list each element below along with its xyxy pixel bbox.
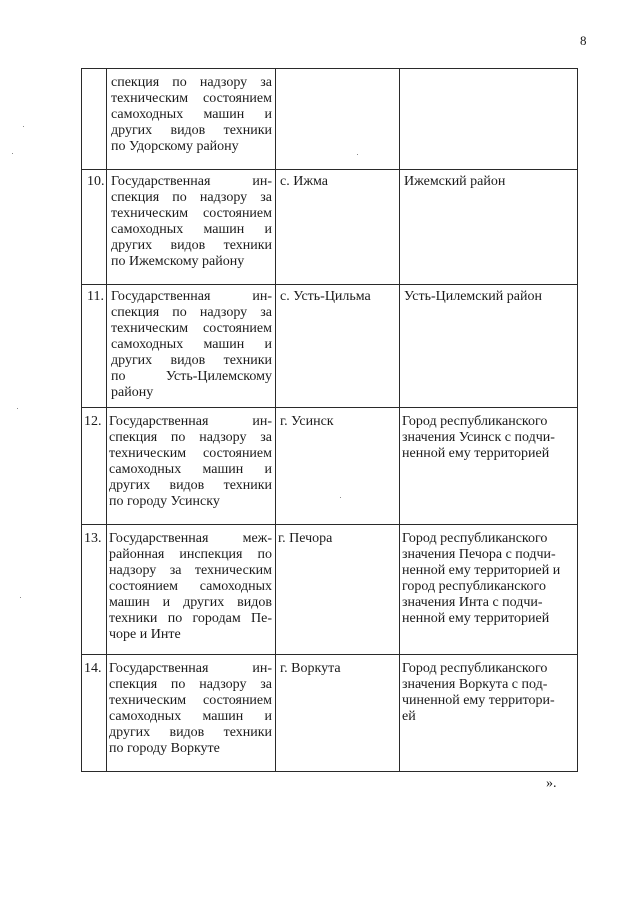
table-row-13-number: 13. xyxy=(84,531,102,546)
page-number: 8 xyxy=(580,33,587,48)
table-row-14-number: 14. xyxy=(84,661,102,676)
table-row-13-name: Государственная меж- районная инспекция по надзору за техническим состоянием самоходных машин и других видов техники по городам Пе- чоре и Инте xyxy=(109,531,272,642)
table-row-10-territory: Ижемский район xyxy=(404,174,506,189)
table-row-11-territory: Усть-Цилемский район xyxy=(404,289,542,304)
table-row-12-name: Государственная ин- спекция по надзору за техническим состоянием самоходных машин и других видов техники по городу Усинску xyxy=(109,414,272,509)
table-row-13-territory: Город республиканского значения Печора с подчи- ненной ему территорией и город республиканского значения Инта с подчи- ненной ему территорией xyxy=(402,531,561,626)
table-row-10-number: 10. xyxy=(87,174,105,189)
scan-speck xyxy=(12,153,13,154)
table-row-11-location: с. Усть-Цильма xyxy=(280,289,371,304)
table-row-12-number: 12. xyxy=(84,414,102,429)
table-row-14-location: г. Воркута xyxy=(280,661,341,676)
scan-speck xyxy=(340,497,341,498)
table-row-12-location: г. Усинск xyxy=(280,414,334,429)
table-row-11-number: 11. xyxy=(87,289,104,304)
table-row-10-name: Государственная ин- спекция по надзору за техническим состоянием самоходных машин и других видов техники по Ижемскому району xyxy=(111,174,272,269)
scan-speck xyxy=(357,154,358,155)
table-row-12-territory: Город республиканского значения Усинск с подчи- ненной ему территорией xyxy=(402,414,555,461)
table-row-14-name: Государственная ин- спекция по надзору за техническим состоянием самоходных машин и других видов техники по городу Воркуте xyxy=(109,661,272,756)
table-row-0-name: спекция по надзору за техническим состоянием самоходных машин и других видов техники по Удорскому району xyxy=(111,75,272,154)
table-row-10-location: с. Ижма xyxy=(280,174,328,189)
table-row-13-location: г. Печора xyxy=(278,531,333,546)
closing-quote-mark: ». xyxy=(546,776,557,791)
scan-speck xyxy=(20,597,21,598)
scan-speck xyxy=(23,126,24,127)
scan-speck xyxy=(17,408,18,409)
table-row-11-name: Государственная ин- спекция по надзору за техническим состоянием самоходных машин и других видов техники по Усть-Цилемскому району xyxy=(111,289,272,400)
table-row-14-territory: Город республиканского значения Воркута с под- чиненной ему территори- ей xyxy=(402,661,555,724)
